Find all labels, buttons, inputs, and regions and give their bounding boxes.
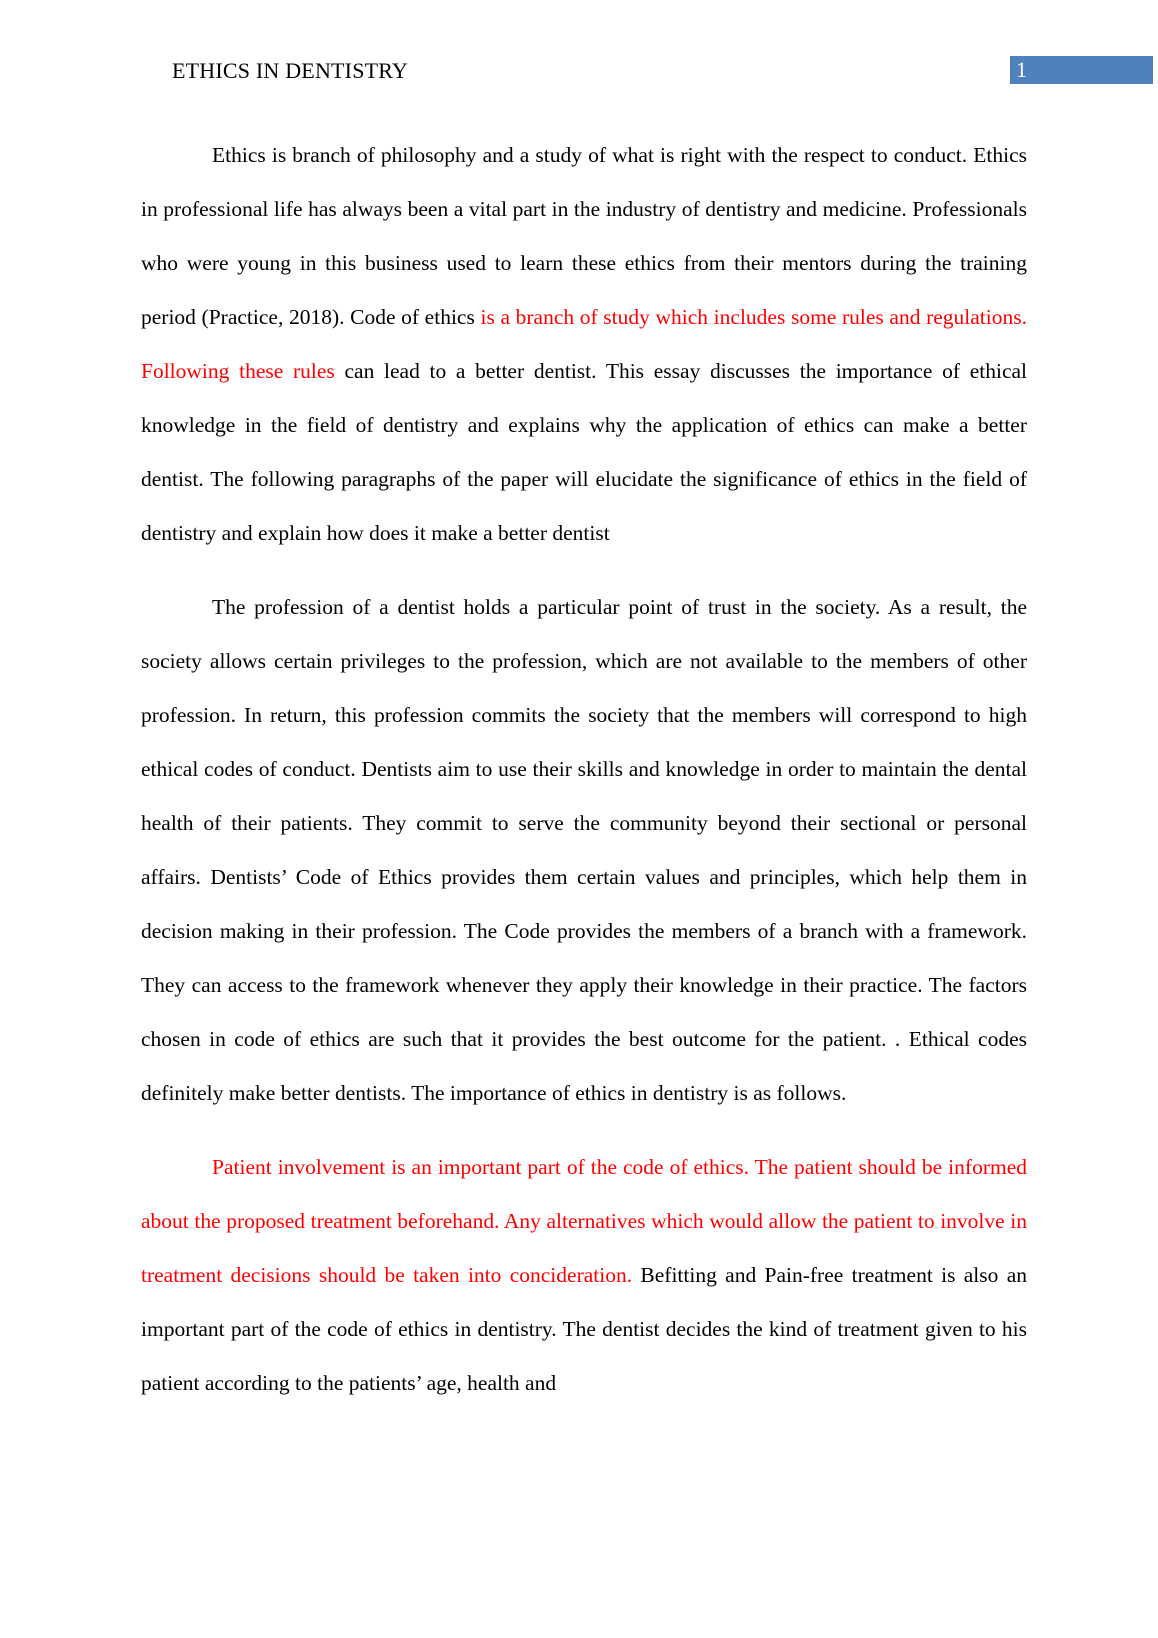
- page-number-box: [1010, 56, 1153, 84]
- paragraph-text: can lead to a better dentist. This essay discusses the importance of ethical knowledge in the field of dentistry and explains why the application of ethics can make a better dentist. The following paragraphs of the paper will elucidate the significance of ethics in the field of dentistry and explain how does it make a better dentist: [141, 359, 1028, 545]
- paragraph-1: [141, 128, 1027, 560]
- highlighted-text: Patient involvement is an important part of the code of ethics. The patient should be informed about the proposed treatment beforehand. Any alternatives which would allow the patient to involve in treatment decisions should be taken into concideration.: [141, 1155, 1027, 1287]
- paragraph-3: [141, 1140, 1027, 1410]
- paragraph-text: The profession of a dentist holds a particular point of trust in the society. As a result, the society allows certain privileges to the profession, which are not available to the members of other profession. In return, this profession commits the society that the members will correspond to high ethical codes of conduct. Dentists aim to use their skills and knowledge in order to maintain the dental health of their patients. They commit to serve the community beyond their sectional or personal affairs. Dentists’ Code of Ethics provides them certain values and principles, which help them in decision making in their profession. The Code provides the members of a branch with a framework. They can access to the framework whenever they apply their knowledge in their practice. The factors chosen in code of ethics are such that it provides the best outcome for the patient. . Ethical codes definitely make better dentists. The importance of ethics in dentistry is as follows.: [141, 595, 1027, 1105]
- page-number: 1: [1016, 57, 1027, 82]
- paragraph-text: Ethics is branch of philosophy and a study of what is right with the respect to conduct. Ethics in professional life has always been a vital part in the industry of dentistry and medicine. Professionals who were young in this business used to learn these ethics from their mentors during the training period (Practice, 2018). Code of ethics: [141, 143, 1027, 329]
- document-body: [141, 128, 1027, 1410]
- running-header-title: ETHICS IN DENTISTRY: [172, 58, 409, 83]
- paragraph-text: Befitting and Pain-free treatment is also an important part of the code of ethics in dentistry. The dentist decides the kind of treatment given to his patient according to the patients’ age, health and: [141, 1263, 1027, 1395]
- highlighted-text: is a branch of study which includes some rules and regulations. Following these rules: [141, 305, 1027, 383]
- paragraph-2: [141, 580, 1027, 1120]
